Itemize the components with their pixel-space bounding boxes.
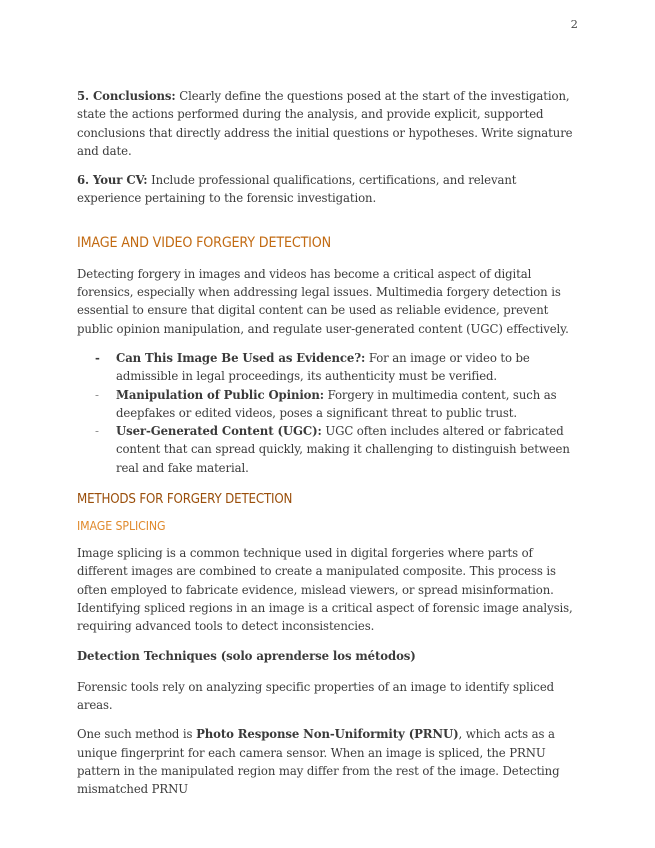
list-item	[77, 422, 577, 477]
cv-paragraph	[77, 171, 577, 208]
list-item	[77, 386, 577, 423]
prnu-pre-text: One such method is	[77, 727, 197, 742]
prnu-term: Photo Response Non-Uniformity (PRNU)	[196, 727, 459, 742]
bullet-marker: -	[95, 387, 99, 402]
detection-techniques-heading: Detection Techniques (solo aprenderse los métodos)	[77, 648, 416, 663]
conclusions-paragraph	[77, 87, 577, 160]
conclusions-label: 5. Conclusions:	[77, 89, 176, 103]
list-item	[77, 349, 577, 386]
bullet-label: Can This Image Be Used as Evidence?:	[116, 350, 366, 365]
bullet-label: Manipulation of Public Opinion:	[116, 387, 324, 402]
forgery-bullet-list	[77, 349, 577, 477]
image-splicing-subheading: IMAGE SPLICING	[77, 518, 166, 534]
prnu-paragraph	[77, 725, 577, 798]
forensic-tools-paragraph: Forensic tools rely on analyzing specific properties of an image to identify spliced areas.	[77, 679, 555, 713]
bullet-marker: -	[95, 424, 99, 439]
prnu-post-text: , which acts as a unique fingerprint for each camera sensor. When an image is spliced, the PRNU pattern in the manipulated region may differ from the rest of the image. Detecting mismatched PRNU	[77, 727, 560, 797]
methods-section-heading: METHODS FOR FORGERY DETECTION	[77, 491, 293, 508]
bullet-text: Forgery in multimedia content, such as deepfakes or edited videos, poses a significant threat to public trust.	[116, 387, 557, 420]
bullet-label: User-Generated Content (UGC):	[116, 424, 322, 439]
forgery-intro: Detecting forgery in images and videos has become a critical aspect of digital forensics, especially when addressing legal issues. Multimedia forgery detection is essential to ensure that digital content can be used as reliable evidence, prevent public opinion manipulation, and regulate user-generated content (UGC) effectively.	[77, 266, 569, 336]
cv-text: Include professional qualifications, certifications, and relevant experience pertaining to the forensic investigation.	[77, 173, 517, 206]
splicing-paragraph: Image splicing is a common technique used in digital forgeries where parts of different images are combined to create a manipulated composite. This process is often employed to fabricate evidence, mislead viewers, or spread misinformation. Identifying spliced regions in an image is a critical aspect of forensic image analysis, requiring advanced tools to detect inconsistencies.	[77, 546, 573, 634]
page-content	[77, 87, 577, 810]
bullet-text: UGC often includes altered or fabricated content that can spread quickly, making it challenging to distinguish between real and fake material.	[116, 424, 570, 475]
conclusions-text: Clearly define the questions posed at the start of the investigation, state the actions performed during the analysis, and provide explicit, supported conclusions that directly address the initial questions or hypotheses. Write signature and date.	[77, 89, 573, 158]
bullet-marker: -	[95, 350, 100, 365]
bullet-text: For an image or video to be admissible in legal proceedings, its authenticity must be verified.	[116, 350, 530, 384]
cv-label: 6. Your CV:	[77, 173, 148, 188]
forgery-section-heading: IMAGE AND VIDEO FORGERY DETECTION	[77, 234, 332, 251]
page-number: 2	[570, 17, 578, 31]
